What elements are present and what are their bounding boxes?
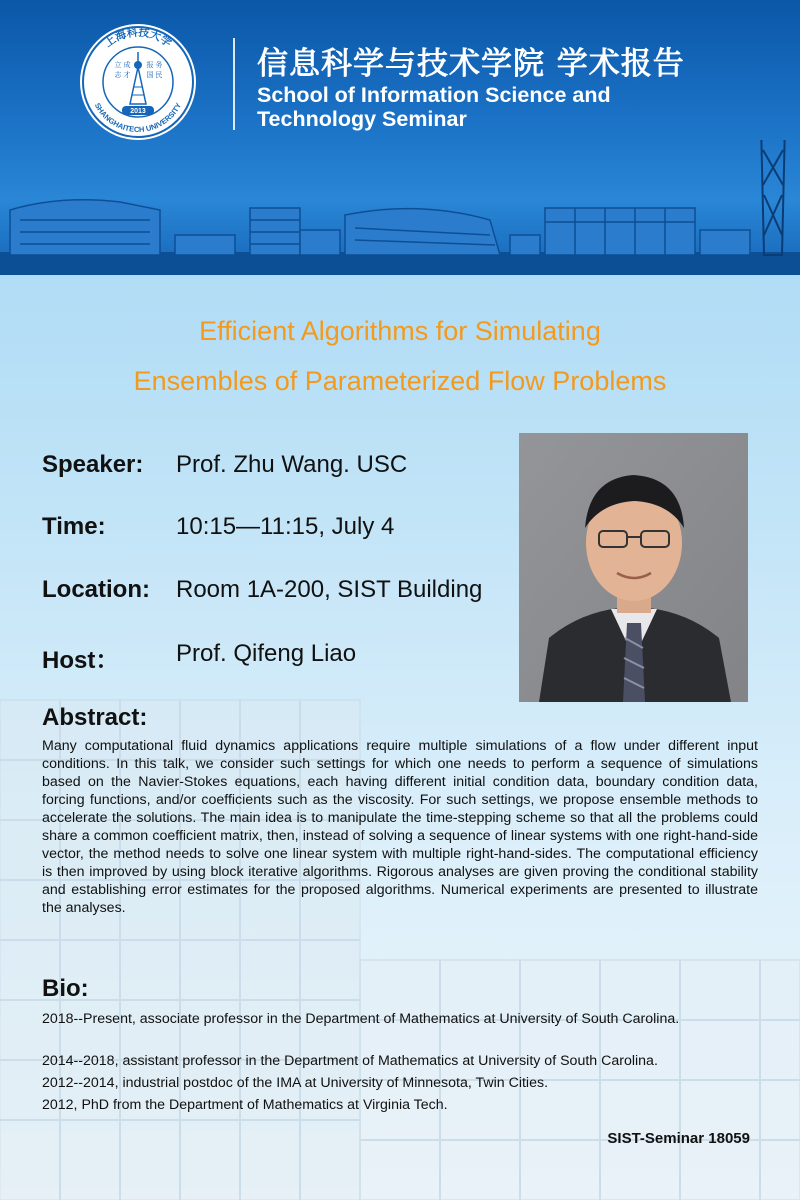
talk-title-line2: Ensembles of Parameterized Flow Problems — [133, 366, 667, 396]
location-label: Location: — [42, 576, 150, 603]
speaker-photo — [519, 433, 748, 702]
bio-item: 2012, PhD from the Department of Mathematics at Virginia Tech. — [42, 1097, 448, 1113]
tower-icon — [760, 140, 786, 255]
host-label: Host： — [42, 647, 120, 674]
speaker-label: Speaker: — [42, 451, 144, 478]
seminar-id: SIST-Seminar 18059 — [607, 1130, 750, 1147]
logo-motto-char: 成 — [123, 61, 131, 69]
shanghaitech-logo — [78, 22, 198, 142]
logo-motto-char: 国 — [146, 71, 154, 79]
talk-title-line1: Efficient Algorithms for Simulating — [199, 316, 601, 346]
abstract-heading: Abstract: — [42, 704, 148, 731]
logo-motto-char: 务 — [155, 61, 163, 69]
bio-item: 2012--2014, industrial postdoc of the IMA at University of Minnesota, Twin Cities. — [42, 1075, 549, 1091]
header-divider — [233, 38, 235, 130]
time-label: Time: — [42, 513, 106, 540]
logo-motto-char: 报 — [146, 61, 154, 69]
logo-year: 2013 — [130, 108, 146, 115]
logo-motto-char: 民 — [155, 71, 163, 79]
header-banner — [0, 0, 800, 275]
school-title-en — [257, 83, 611, 131]
abstract-text: Many computational fluid dynamics applications require multiple simulations of a flow under different input conditions. In this talk, we consider such settings for which one needs to perform a sequence of simulations based on the Navier-Stokes equations, each having different initial condition data, boundary condition data, forcing functions, and/or coefficients such as the viscosity. For such settings, we propose ensemble methods to accelerate the solutions. The main idea is to manipulate the time-stepping scheme so that all the problems could share a common coefficient matrix, then, instead of solving a sequence of linear systems with one right-hand-side vector, the method needs to solve one linear system with multiple right-hand-sides. The computational efficiency is then improved by using block iterative algorithms. Rigorous analyses are given proving the conditional stability and establishing error estimates for the proposed algorithms. Numerical experiments are presented to illustrate the analyses. — [42, 738, 758, 916]
speaker-value: Prof. Zhu Wang. USC — [176, 451, 408, 478]
logo-ring-text-en: SHANGHAITECH UNIVERSITY — [92, 101, 184, 135]
logo-motto-char: 立 — [114, 61, 122, 69]
time-value: 10:15—11:15, July 4 — [176, 513, 395, 540]
logo-motto-char: 志 — [114, 71, 122, 79]
school-title-cn: 信息科学与技术学院 学术报告 — [257, 46, 685, 82]
bio-item: 2014--2018, assistant professor in the Department of Mathematics at University of South Carolina. — [42, 1053, 658, 1069]
bio-heading: Bio: — [42, 975, 89, 1002]
campus-skyline-illustration — [0, 140, 800, 275]
bio-item: 2018--Present, associate professor in the Department of Mathematics at University of South Carolina. — [42, 1011, 680, 1027]
school-title-en-line2: Technology Seminar — [257, 107, 467, 131]
logo-motto-char: 才 — [123, 71, 131, 79]
school-title-en-line1: School of Information Science and — [257, 83, 611, 107]
host-value: Prof. Qifeng Liao — [176, 640, 357, 667]
location-value: Room 1A-200, SIST Building — [176, 576, 483, 603]
logo-ring-text-cn: 上海科技大学 — [101, 25, 175, 50]
